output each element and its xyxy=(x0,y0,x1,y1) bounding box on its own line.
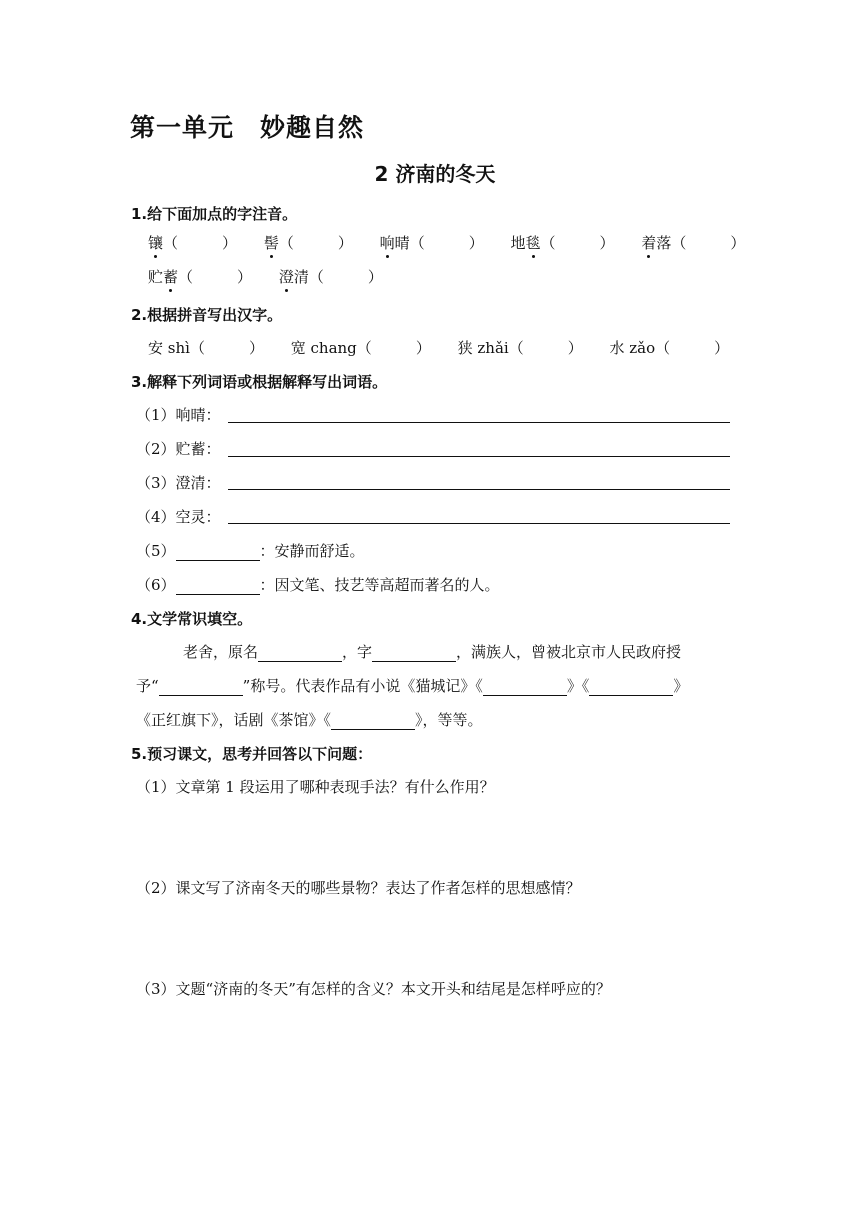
unit-title: 第一单元 妙趣自然 xyxy=(130,113,365,142)
q4-line-1: 老舍，原名 ，字 ，满族人，曾被北京市人民政府授 xyxy=(183,643,682,661)
q3-item-2: （2）贮蓄： xyxy=(136,440,221,458)
q3-item-1: （1）响晴： xyxy=(136,406,221,424)
pinyin-item: 镶（ ） xyxy=(148,234,238,252)
q4-heading: 4.文学常识填空。 xyxy=(131,610,253,628)
pinyin-item: 地毯（ ） xyxy=(510,234,615,252)
hanzi-item: 狭 zhǎi（ ） xyxy=(457,339,583,357)
answer-blank xyxy=(159,678,243,696)
answer-blank xyxy=(331,712,415,730)
hanzi-item: 安 shì（ ） xyxy=(148,339,264,357)
q5-question-2: （2）课文写了济南冬天的哪些景物？表达了作者怎样的思想感情？ xyxy=(136,879,581,897)
answer-blank xyxy=(483,678,567,696)
answer-blank xyxy=(589,678,673,696)
q5-question-3: （3）文题“济南的冬天”有怎样的含义？本文开头和结尾是怎样呼应的？ xyxy=(136,980,611,998)
q3-item-6: （6） ：因文笔、技艺等高超而著名的人。 xyxy=(136,576,500,594)
q5-question-1: （1）文章第 1 段运用了哪种表现手法？有什么作用？ xyxy=(136,778,495,796)
q4-line-2: 予“ ”称号。代表作品有小说《猫城记》《 》《 》 xyxy=(136,677,689,695)
answer-blank xyxy=(258,644,342,662)
q1-heading: 1.给下面加点的字注音。 xyxy=(131,205,298,223)
answer-line xyxy=(228,489,730,490)
answer-line xyxy=(228,456,730,457)
q4-line-3: 《正红旗下》，话剧《茶馆》《 》，等等。 xyxy=(136,711,483,729)
q5-heading: 5.预习课文，思考并回答以下问题： xyxy=(131,745,373,763)
answer-line xyxy=(228,422,730,423)
q2-heading: 2.根据拼音写出汉字。 xyxy=(131,306,283,324)
q2-row xyxy=(148,337,751,358)
answer-blank xyxy=(372,644,456,662)
lesson-title: 2 济南的冬天 xyxy=(374,162,496,186)
hanzi-item: 水 zǎo（ ） xyxy=(609,339,730,357)
answer-line xyxy=(228,523,730,524)
q3-item-3: （3）澄清： xyxy=(136,474,221,492)
pinyin-item: 贮蓄（ ） xyxy=(148,268,253,286)
pinyin-item: 髻（ ） xyxy=(263,234,353,252)
hanzi-item: 宽 chang（ ） xyxy=(290,339,431,357)
q1-row1 xyxy=(148,232,767,253)
answer-blank xyxy=(176,543,260,561)
q1-row2 xyxy=(148,266,405,287)
q3-heading: 3.解释下列词语或根据解释写出词语。 xyxy=(131,373,388,391)
pinyin-item: 响晴（ ） xyxy=(379,234,484,252)
pinyin-item: 澄清（ ） xyxy=(278,268,383,286)
q3-item-5: （5） ：安静而舒适。 xyxy=(136,542,365,560)
answer-blank xyxy=(176,577,260,595)
q3-item-4: （4）空灵： xyxy=(136,508,221,526)
pinyin-item: 着落（ ） xyxy=(641,234,746,252)
